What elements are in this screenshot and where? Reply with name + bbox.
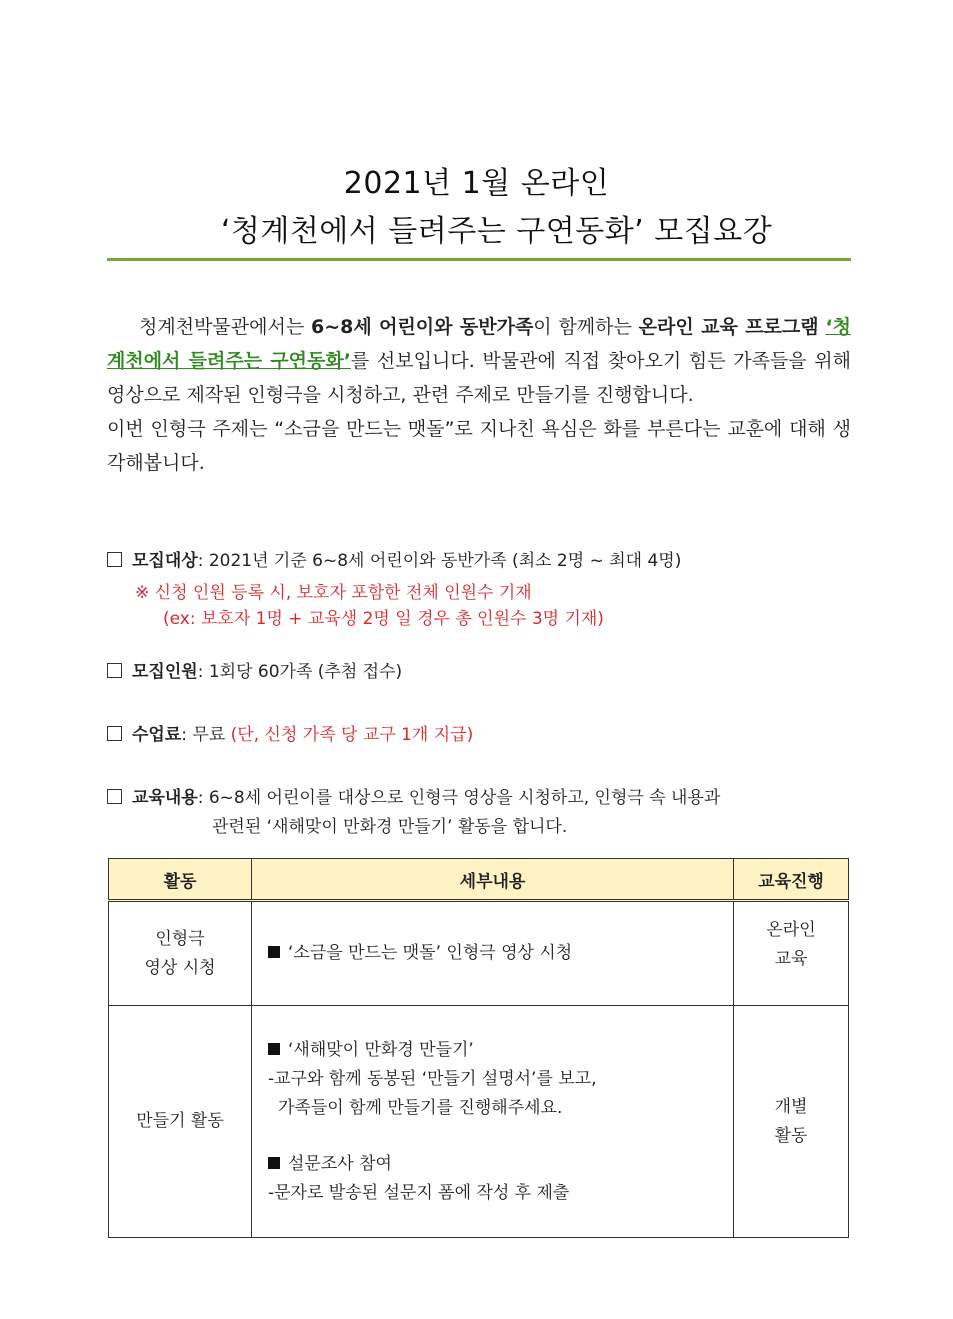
header-mode: 교육진행 <box>734 859 849 901</box>
count-value: : 1회당 60가족 (추첨 접수) <box>197 662 403 682</box>
black-square-bullet-icon <box>268 1043 280 1055</box>
intro-paragraph-2: 이번 인형극 주제는 “소금을 만드는 맷돌”로 지나친 욕심은 화를 부른다는 교훈에 대해 생각해봅니다. <box>107 418 851 474</box>
title-divider <box>107 258 851 261</box>
content-label: 교육내용 <box>132 788 198 808</box>
row-mode <box>734 901 849 1006</box>
row-details <box>252 901 734 1006</box>
row-activity <box>109 1006 252 1238</box>
black-square-bullet-icon <box>268 1157 280 1169</box>
program-table <box>108 858 849 1238</box>
mode-line: 개별 <box>774 1096 808 1117</box>
intro-text-segment: 이 함께하는 <box>533 316 639 338</box>
table-row <box>109 1006 849 1238</box>
section-target <box>107 547 851 575</box>
target-note-1: ※ 신청 인원 등록 시, 보호자 포함한 전체 인원수 기재 <box>135 583 532 603</box>
checkbox-square-icon <box>107 663 122 678</box>
target-label: 모집대상 <box>132 551 198 571</box>
detail-spacer <box>268 1123 732 1150</box>
program-name-highlight: ‘청계천에서 들려주는 구연동화’ <box>107 316 851 372</box>
detail-line <box>268 1150 732 1179</box>
detail-title: 설문조사 참여 <box>288 1153 392 1174</box>
mode-line: 교육 <box>774 949 808 969</box>
content-value-line-1: : 6~8세 어린이를 대상으로 인형극 영상을 시청하고, 인형극 속 내용과 <box>197 788 721 808</box>
intro-target-emphasis: 6~8세 어린이와 동반가족 <box>311 316 534 338</box>
checkbox-square-icon <box>107 552 122 567</box>
intro-text-segment: 청계천박물관에서는 <box>139 316 311 338</box>
count-label: 모집인원 <box>132 662 198 682</box>
row-details <box>252 1006 734 1238</box>
table-row <box>109 901 849 1006</box>
detail-line <box>268 1036 732 1065</box>
target-value: : 2021년 기준 6~8세 어린이와 동반가족 (최소 2명 ~ 최대 4명) <box>197 551 682 571</box>
activity-line: 인형극 <box>155 928 205 949</box>
section-fee <box>107 721 851 749</box>
detail-line: -교구와 함께 동봉된 ‘만들기 설명서’를 보고, <box>268 1068 597 1089</box>
content-value-line-2: 관련된 ‘새해맞이 만화경 만들기’ 활동을 합니다. <box>212 817 568 837</box>
activity-line: 만들기 활동 <box>136 1111 224 1131</box>
mode-line: 온라인 <box>766 920 816 940</box>
header-activity: 활동 <box>109 859 252 901</box>
intro-paragraph-1 <box>107 310 851 412</box>
activity-line: 영상 시청 <box>144 957 216 978</box>
fee-label: 수업료 <box>132 725 182 745</box>
detail-line: ‘소금을 만드는 맷돌’ 인형극 영상 시청 <box>288 943 573 963</box>
black-square-bullet-icon <box>268 946 280 958</box>
fee-note: (단, 신청 가족 당 교구 1개 지급) <box>230 725 474 745</box>
header-details: 세부내용 <box>252 859 734 901</box>
detail-line: -문자로 발송된 설문지 폼에 작성 후 제출 <box>268 1182 570 1203</box>
table-header-row <box>109 859 849 901</box>
intro-text-segment: 를 선보입니다. 박물관에 직접 찾아오기 힘든 가족들을 위해 영상으로 제작된 인형극을 시청하고, 관련 주제로 만들기를 진행합니다. <box>107 350 851 406</box>
fee-value: : 무료 <box>181 725 231 745</box>
title-line-2: ‘청계천에서 들려주는 구연동화’ 모집요강 <box>220 214 773 249</box>
target-note-2: (ex: 보호자 1명 + 교육생 2명 일 경우 총 인원수 3명 기재) <box>163 609 604 629</box>
checkbox-square-icon <box>107 726 122 741</box>
intro-program-emphasis: 온라인 교육 프로그램 <box>638 316 819 338</box>
section-content <box>107 784 851 812</box>
detail-title: ‘새해맞이 만화경 만들기’ <box>288 1039 474 1060</box>
section-count <box>107 658 851 686</box>
row-activity <box>109 901 252 1006</box>
row-mode <box>734 1006 849 1238</box>
intro-text <box>107 310 851 480</box>
checkbox-square-icon <box>107 789 122 804</box>
title-line-1: 2021년 1월 온라인 <box>343 166 610 201</box>
detail-line: 가족들이 함께 만들기를 진행해주세요. <box>278 1097 563 1118</box>
mode-line: 활동 <box>774 1125 808 1146</box>
